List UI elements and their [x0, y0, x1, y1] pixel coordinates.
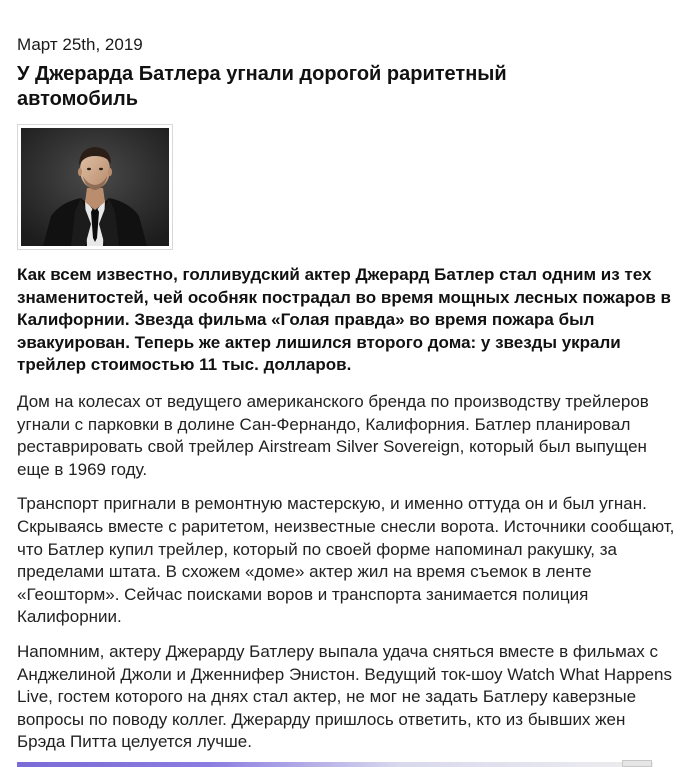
article-lead: Как всем известно, голливудский актер Джерард Батлер стал одним из тех знаменитостей, чей особняк пострадал во время мощных лесных пожаров в Калифорнии. Звезда фильма «Голая правда» во время пожара был эвакуирован. Теперь же актер лишился второго дома: у звезды украли трейлер стоимостью 11 тыс. долларов.	[17, 265, 671, 375]
article-paragraph: Дом на колесах от ведущего американского бренда по производству трейлеров угнали с парковки в долине Сан-Фернандо, Калифорния. Батлер планировал реставрировать свой трейлер Airstream Silver Sovereign, который был выпущен еще в 1969 году.	[17, 391, 649, 479]
article	[17, 34, 675, 754]
article-date: Март 25th, 2019	[17, 35, 143, 54]
article-paragraph: Транспорт пригнали в ремонтную мастерскую, и именно оттуда он и был угнан. Скрываясь вместе с раритетом, неизвестные снесли ворота. Источники сообщают, что Батлер купил трейлер, который по своей форме напоминал ракушку, за пределами штата. В схожем «доме» актер жил на время съемок в ленте «Геошторм». Сейчас поисками воров и транспорта занимается полиция Калифорнии.	[17, 494, 675, 627]
article-title: У Джерарда Батлера угнали дорогой раритетный автомобиль	[17, 63, 507, 110]
article-photo	[21, 128, 169, 246]
article-photo-frame	[17, 124, 173, 250]
bottom-banner-tab	[622, 760, 652, 767]
article-paragraph: Напомним, актеру Джерарду Батлеру выпала удача сняться вместе в фильмах с Анджелиной Джоли и Дженнифер Энистон. Ведущий ток-шоу Watch What Happens Live, гостем которого на днях стал актер, не мог не задать Батлеру каверзные вопросы по поводу коллег. Джерарду пришлось ответить, кто из бывших жен Брэда Питта целуется лучше.	[17, 641, 672, 752]
bottom-banner-strip	[17, 762, 653, 767]
